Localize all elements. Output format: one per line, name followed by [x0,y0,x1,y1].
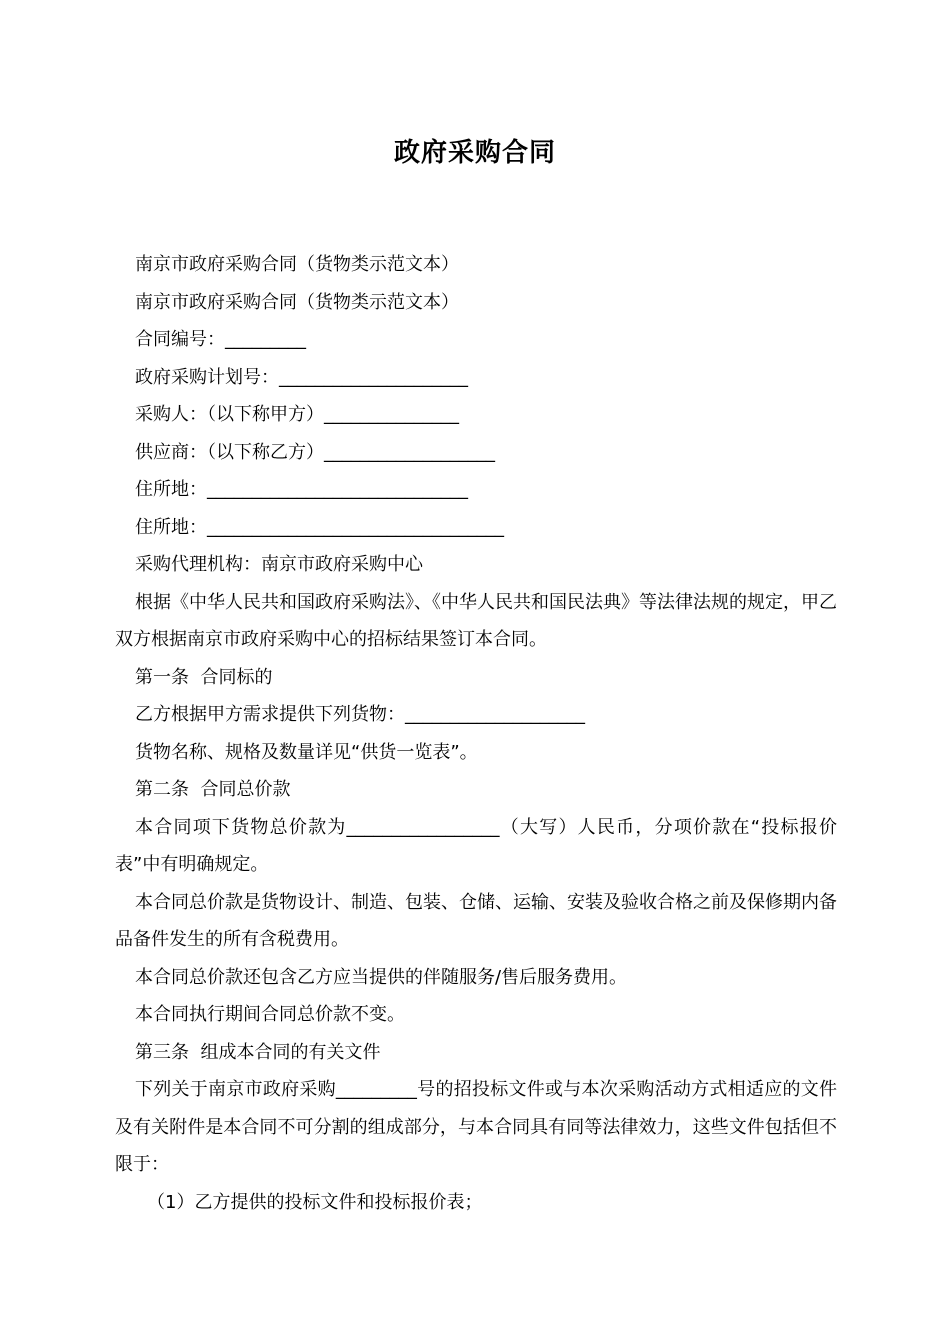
goods-supply-line: 乙方根据甲方需求提供下列货物：____________________ [135,704,585,725]
page-title: 政府采购合同 [393,138,556,168]
supplier-line: 供应商：（以下称乙方）___________________ [135,441,495,463]
document-body [115,246,837,1221]
legal-basis-paragraph: 根据《中华人民共和国政府采购法》、《中华人民共和国民法典》等法律法规的规定，甲乙双方根据南京市政府采购中心的招标结果签订本合同。 [115,591,837,650]
purchaser-line: 采购人：（以下称甲方）_______________ [135,404,459,425]
price-scope-paragraph: 本合同总价款是货物设计、制造、包装、仓储、运输、安装及验收合格之前及保修期内备品备件发生的所有含税费用。 [115,891,837,950]
procurement-plan-number-line: 政府采购计划号：_____________________ [135,366,468,388]
contract-number-line: 合同编号：_________ [135,329,306,350]
service-fee-paragraph: 本合同总价款还包含乙方应当提供的伴随服务/售后服务费用。 [135,966,628,988]
article-3-heading: 第三条 组成本合同的有关文件 [135,1041,381,1063]
goods-detail-line: 货物名称、规格及数量详见“供货一览表”。 [135,741,478,763]
paragraph-subtitle-2: 南京市政府采购合同（货物类示范文本） [135,291,459,313]
supplier-address-line: 住所地：_________________________________ [135,516,504,538]
price-fixed-paragraph: 本合同执行期间合同总价款不变。 [135,1004,405,1025]
agency-line: 采购代理机构：南京市政府采购中心 [135,554,423,575]
document-list-item-1: （1）乙方提供的投标文件和投标报价表； [147,1191,483,1213]
paragraph-subtitle-1: 南京市政府采购合同（货物类示范文本） [135,254,459,275]
purchaser-address-line: 住所地：_____________________________ [135,479,468,500]
total-price-paragraph: 本合同项下货物总价款为_________________（大写）人民币，分项价款在“投标报价表”中有明确规定。 [115,816,837,875]
contract-documents-paragraph: 下列关于南京市政府采购_________号的招投标文件或与本次采购活动方式相适应的文件及有关附件是本合同不可分割的组成部分，与本合同具有同等法律效力，这些文件包括但不限于： [115,1079,837,1175]
article-1-heading: 第一条 合同标的 [135,666,273,688]
article-2-heading: 第二条 合同总价款 [135,779,291,800]
